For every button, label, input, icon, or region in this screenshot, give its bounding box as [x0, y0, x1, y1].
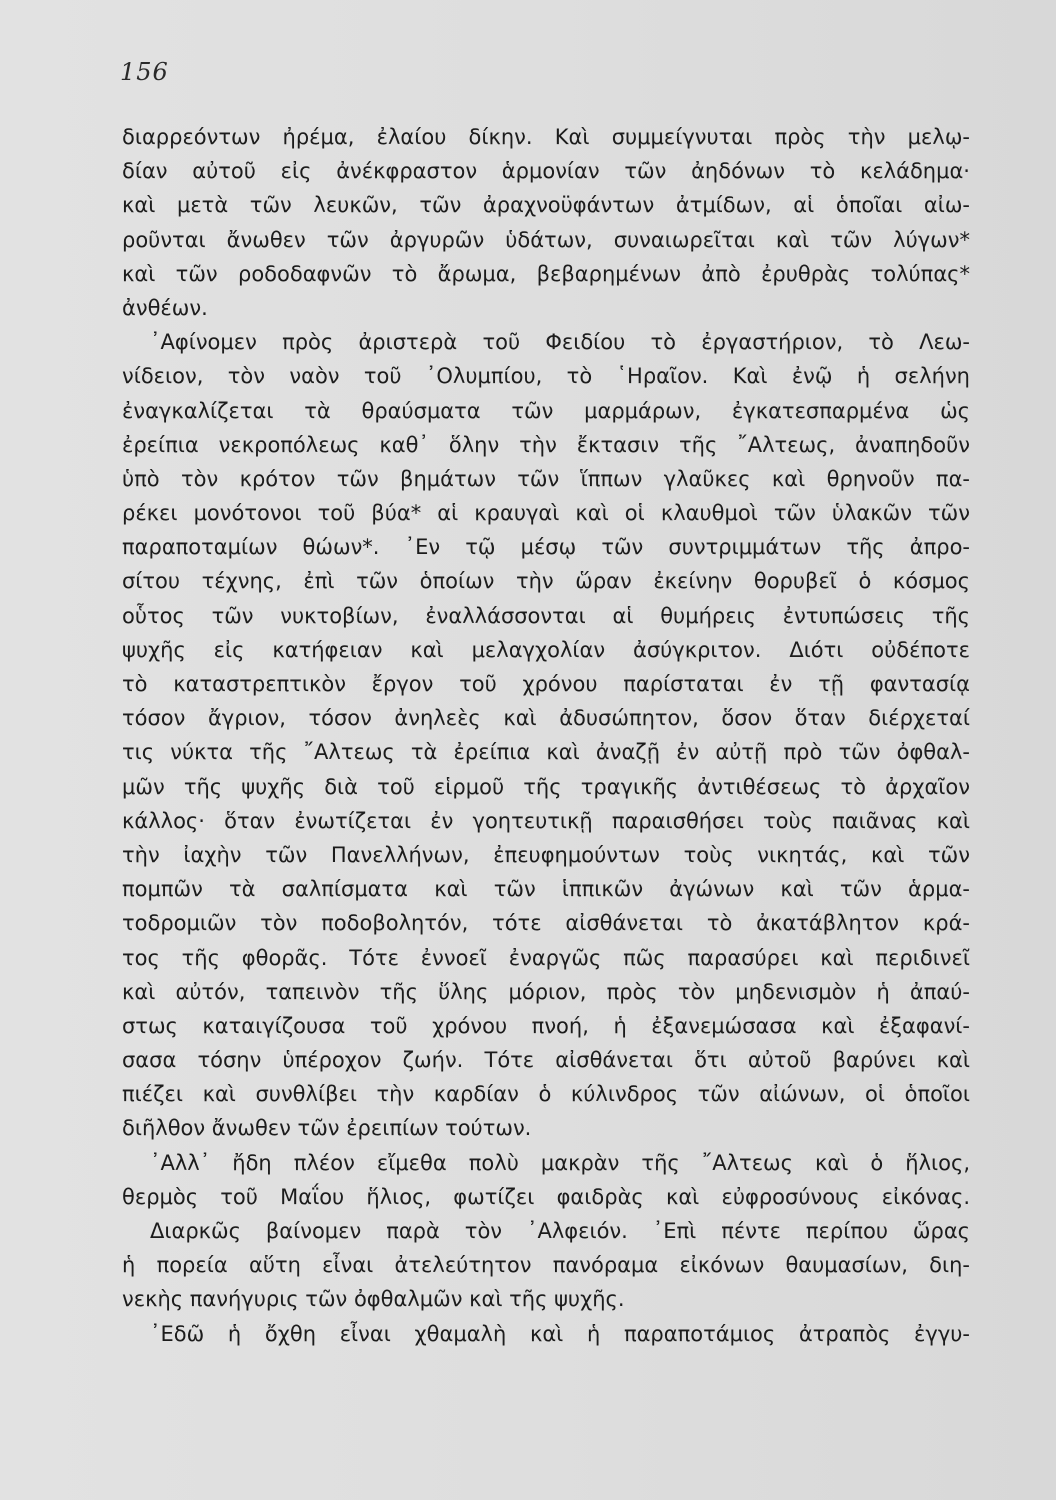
text-line: θερμὸς τοῦ Μαΐου ἥλιος, φωτίζει φαιδρὰς καὶ εὐφροσύνους εἰκόνας.: [122, 1184, 970, 1209]
text-line: τις νύκτα τῆς ῎Αλτεως τὰ ἐρείπια καὶ ἀναζῇ ἐν αὐτῇ πρὸ τῶν ὀφθαλ-: [122, 740, 970, 765]
text-line: τὸ καταστρεπτικὸν ἔργον τοῦ χρόνου παρίσταται ἐν τῇ φαντασίᾳ: [122, 672, 970, 696]
text-line: ἡ πορεία αὕτη εἶναι ἀτελεύτητον πανόραμα εἰκόνων θαυμασίων, διη-: [122, 1253, 970, 1278]
text-line: πιέζει καὶ συνθλίβει τὴν καρδίαν ὁ κύλινδρος τῶν αἰώνων, οἱ ὁποῖοι: [122, 1082, 970, 1107]
text-line: ἐρείπια νεκροπόλεως καθ᾿ ὅλην τὴν ἔκτασιν τῆς ῎Αλτεως, ἀναπηδοῦν: [122, 432, 970, 457]
text-line: Διαρκῶς βαίνομεν παρὰ τὸν ᾿Αλφειόν. ᾿Επὶ πέντε περίπου ὥρας: [150, 1219, 970, 1243]
text-line: κάλλος· ὅταν ἐνωτίζεται ἐν γοητευτικῇ παραισθήσει τοὺς παιᾶνας καὶ: [122, 808, 970, 833]
page-number: 156: [120, 58, 169, 86]
text-line: στως καταιγίζουσα τοῦ χρόνου πνοή, ἡ ἐξανεμώσασα καὶ ἐξαφανί-: [122, 1013, 970, 1038]
text-line: δίαν αὐτοῦ εἰς ἀνέκφραστον ἁρμονίαν τῶν ἀηδόνων τὸ κελάδημα·: [122, 159, 970, 184]
text-line: σασα τόσην ὑπέροχον ζωήν. Τότε αἰσθάνεται ὅτι αὐτοῦ βαρύνει καὶ: [122, 1048, 970, 1073]
text-line: ψυχῆς εἰς κατήφειαν καὶ μελαγχολίαν ἀσύγκριτον. Διότι οὐδέποτε: [122, 637, 970, 662]
body-text: [122, 120, 970, 1351]
text-line: νίδειον, τὸν ναὸν τοῦ ᾿Ολυμπίου, τὸ ῾Ηραῖον. Καὶ ἐνῷ ἡ σελήνη: [122, 364, 970, 389]
text-line: τοδρομιῶν τὸν ποδοβολητόν, τότε αἰσθάνεται τὸ ἀκατάβλητον κρά-: [122, 911, 970, 936]
text-line: νεκὴς πανήγυρις τῶν ὀφθαλμῶν καὶ τῆς ψυχῆς.: [122, 1287, 625, 1312]
text-line: παραποταμίων θώων*. ᾿Εν τῷ μέσῳ τῶν συντριμμάτων τῆς ἀπρο-: [122, 535, 970, 560]
text-line: καὶ τῶν ροδοδαφνῶν τὸ ἄρωμα, βεβαρημένων ἀπὸ ἐρυθρὰς τολύπας*: [122, 261, 970, 286]
text-line: διῆλθον ἄνωθεν τῶν ἐρειπίων τούτων.: [122, 1116, 532, 1141]
text-line: τὴν ἰαχὴν τῶν Πανελλήνων, ἐπευφημούντων τοὺς νικητάς, καὶ τῶν: [122, 842, 970, 867]
text-line: καὶ μετὰ τῶν λευκῶν, τῶν ἀραχνοϋφάντων ἀτμίδων, αἱ ὁποῖαι αἰω-: [122, 193, 970, 218]
text-line: τόσον ἄγριον, τόσον ἀνηλεὲς καὶ ἀδυσώπητον, ὅσον ὅταν διέρχεταί: [122, 706, 970, 731]
text-line: τος τῆς φθορᾶς. Τότε ἐννοεῖ ἐναργῶς πῶς παρασύρει καὶ περιδινεῖ: [122, 945, 970, 970]
text-line: μῶν τῆς ψυχῆς διὰ τοῦ εἱρμοῦ τῆς τραγικῆς ἀντιθέσεως τὸ ἀρχαῖον: [122, 774, 970, 799]
text-line: ἐναγκαλίζεται τὰ θραύσματα τῶν μαρμάρων, ἐγκατεσπαρμένα ὡς: [122, 398, 970, 423]
text-line: σίτου τέχνης, ἐπὶ τῶν ὁποίων τὴν ὥραν ἐκείνην θορυβεῖ ὁ κόσμος: [122, 569, 970, 594]
text-line: ᾿Αφίνομεν πρὸς ἀριστερὰ τοῦ Φειδίου τὸ ἐργαστήριον, τὸ Λεω-: [150, 330, 970, 355]
text-line: ὑπὸ τὸν κρότον τῶν βημάτων τῶν ἵππων γλαῦκες καὶ θρηνοῦν πα-: [122, 466, 970, 491]
text-line: ᾿Αλλ᾿ ἤδη πλέον εἴμεθα πολὺ μακρὰν τῆς ῎Αλτεως καὶ ὁ ἥλιος,: [150, 1150, 970, 1175]
text-line: ἀνθέων.: [122, 295, 208, 320]
text-line: πομπῶν τὰ σαλπίσματα καὶ τῶν ἱππικῶν ἀγώνων καὶ τῶν ἁρμα-: [122, 877, 970, 902]
text-line: διαρρεόντων ἠρέμα, ἐλαίου δίκην. Καὶ συμμείγνυται πρὸς τὴν μελῳ-: [122, 125, 970, 149]
text-line: ᾿Εδῶ ἡ ὄχθη εἶναι χθαμαλὴ καὶ ἡ παραποτάμιος ἀτραπὸς ἐγγυ-: [150, 1321, 970, 1346]
text-line: καὶ αὐτόν, ταπεινὸν τῆς ὕλης μόριον, πρὸς τὸν μηδενισμὸν ἡ ἀπαύ-: [122, 979, 970, 1004]
text-line: ροῦνται ἄνωθεν τῶν ἀργυρῶν ὑδάτων, συναιωρεῖται καὶ τῶν λύγων*: [122, 227, 970, 252]
text-line: οὗτος τῶν νυκτοβίων, ἐναλλάσσονται αἱ θυμήρεις ἐντυπώσεις τῆς: [122, 603, 970, 628]
text-line: ρέκει μονότονοι τοῦ βύα* αἱ κραυγαὶ καὶ οἱ κλαυθμοὶ τῶν ὑλακῶν τῶν: [122, 501, 970, 526]
